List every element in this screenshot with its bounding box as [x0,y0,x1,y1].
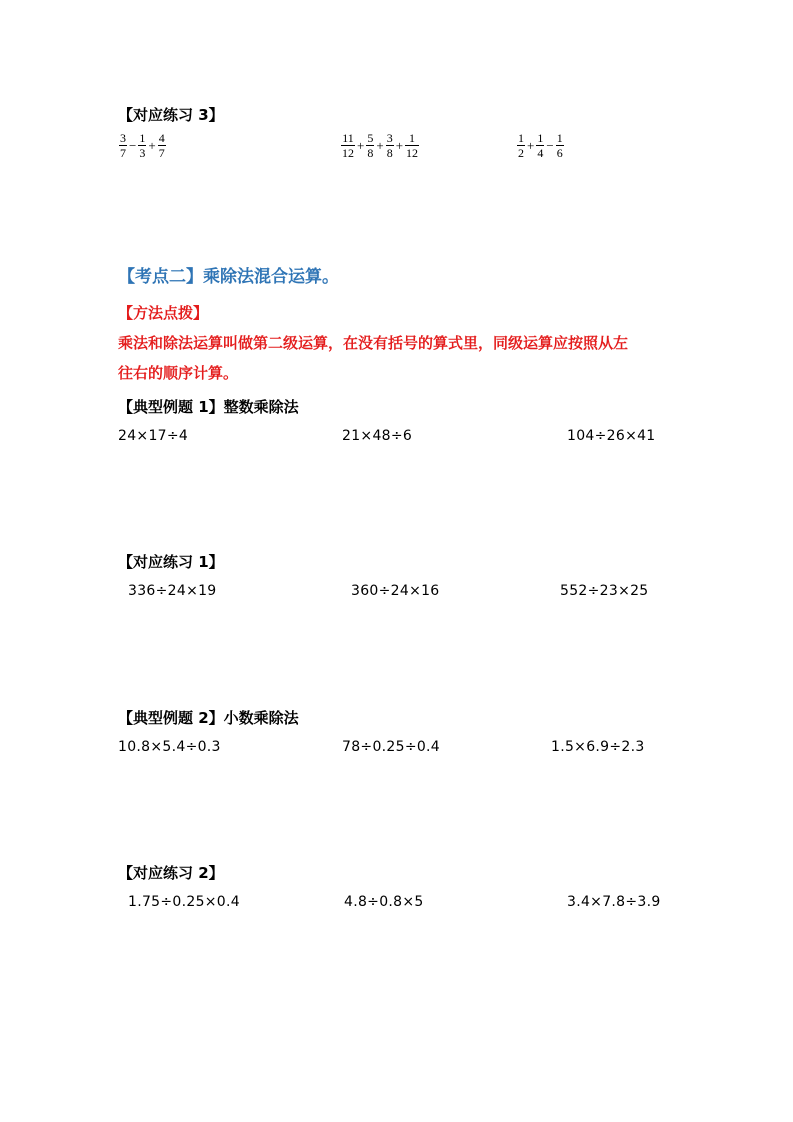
method-line-2: 往右的顺序计算。 [118,364,239,382]
fraction: $\frac{1}{6}$ [556,131,563,160]
example2-title: 【典型例题 2】小数乘除法 [118,709,299,727]
example1-expr-3: 104÷26×41 [567,428,656,444]
example1-expr-1: 24×17÷4 [118,428,189,444]
practice2-expr-3: 3.4×7.8÷3.9 [567,894,661,910]
example1-title: 【典型例题 1】整数乘除法 [118,398,299,416]
practice3-expr-3: $\frac{1}{2}$ + $\frac{1}{4}$ − $\frac{1}{6}$ [518,131,563,160]
fraction: $\frac{4}{7}$ [158,131,165,160]
practice2-title: 【对应练习 2】 [118,864,224,882]
practice1-title: 【对应练习 1】 [118,553,224,571]
topic2-title: 【考点二】乘除法混合运算。 [118,267,339,287]
practice2-expr-2: 4.8÷0.8×5 [344,894,424,910]
example1-expr-2: 21×48÷6 [342,428,413,444]
fraction: $\frac{1}{4}$ [537,131,544,160]
practice3-title: 【对应练习 3】 [118,106,224,124]
example2-expr-2: 78÷0.25÷0.4 [342,739,441,755]
fraction: $\frac{1}{12}$ [406,131,419,160]
fraction: $\frac{5}{8}$ [367,131,374,160]
fraction: $\frac{11}{12}$ [342,131,354,160]
practice1-expr-1: 336÷24×19 [128,583,217,599]
practice2-expr-1: 1.75÷0.25×0.4 [128,894,240,910]
practice1-expr-2: 360÷24×16 [351,583,440,599]
method-title: 【方法点拨】 [118,304,209,322]
example2-expr-3: 1.5×6.9÷2.3 [551,739,645,755]
practice3-expr-2: $\frac{11}{12}$ + $\frac{5}{8}$ + $\frac{3}{8}$ + $\frac{1}{12}$ [342,131,419,160]
fraction: $\frac{3}{8}$ [386,131,393,160]
fraction: $\frac{3}{7}$ [120,131,126,160]
fraction: $\frac{1}{3}$ [139,131,146,160]
method-line-1: 乘法和除法运算叫做第二级运算，在没有括号的算式里，同级运算应按照从左 [118,334,629,352]
practice1-expr-3: 552÷23×25 [560,583,649,599]
practice3-expr-1: $\frac{3}{7}$ − $\frac{1}{3}$ + $\frac{4}{7}$ [120,131,165,160]
fraction: $\frac{1}{2}$ [518,131,524,160]
example2-expr-1: 10.8×5.4÷0.3 [118,739,221,755]
